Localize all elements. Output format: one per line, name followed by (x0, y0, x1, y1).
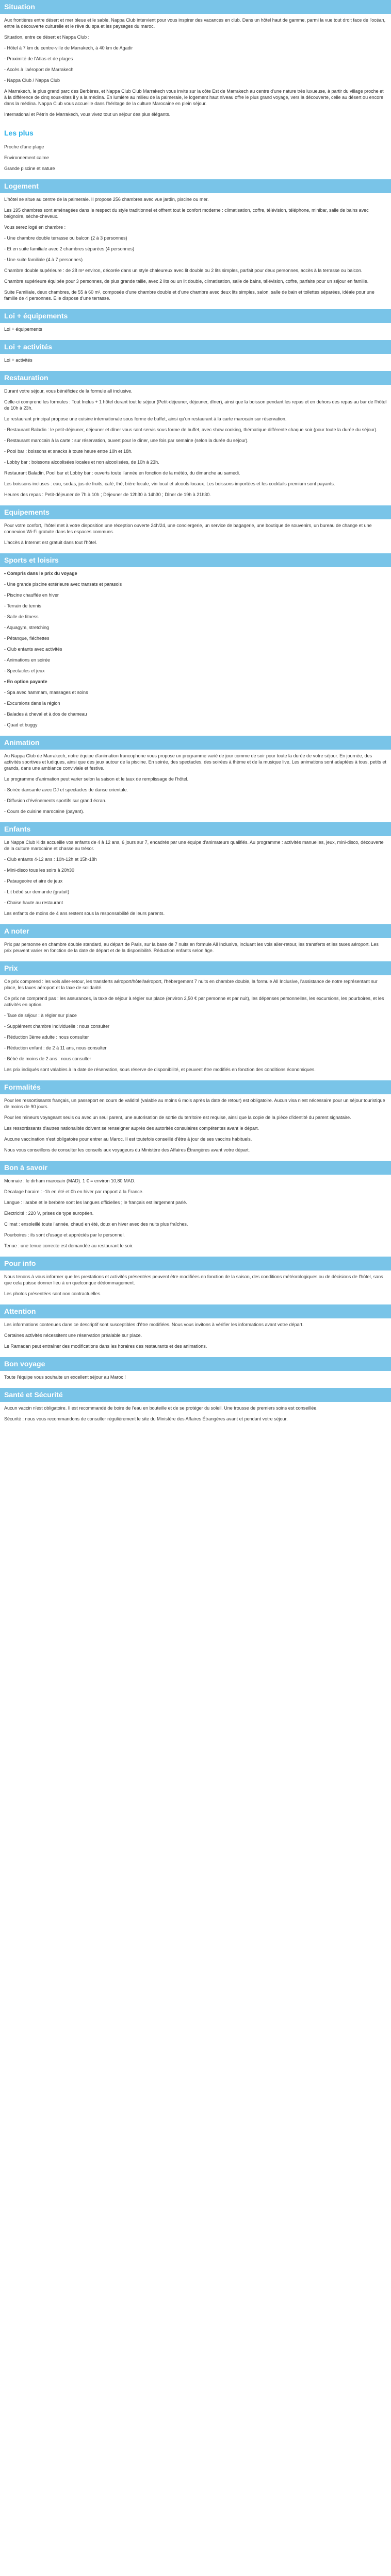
list-item: - Taxe de séjour : à régler sur place (4, 1013, 77, 1018)
info-block (0, 1175, 391, 1257)
formalites-block (0, 1094, 391, 1161)
paragraph: Loi + équipements (4, 327, 42, 332)
activites-block (0, 354, 391, 371)
list-item: Monnaie : le dirham marocain (MAD). 1 € = environ 10,80 MAD. (4, 1178, 136, 1183)
list-item: - Soirée dansante avec DJ et spectacles de danse orientale. (4, 787, 128, 792)
list-item: - Une chambre double terrasse ou balcon (2 à 3 personnes) (4, 235, 127, 241)
list-item: Climat : ensoleillé toute l'année, chaud en été, doux en hiver avec des nuits plus fraîches. (4, 1222, 188, 1227)
subsection-title: Les plus (4, 129, 34, 137)
paragraph: Ce prix comprend : les vols aller-retour, les transferts aéroport/hôtel/aéroport, l'hébergement 7 nuits en chambre double, la formule All Inclusive, l'assistance de notre représentant sur place, les taxes aéroport et la taxe de solidarité. (4, 979, 378, 990)
paragraph: Restaurant Baladin, Pool bar et Lobby bar : ouverts toute l'année en fonction de la météo, du dimanche au samedi. (4, 470, 240, 476)
paragraph: Le Ramadan peut entraîner des modifications dans les horaires des restaurants et des animations. (4, 1344, 207, 1349)
list-item: Décalage horaire : -1h en été et 0h en hiver par rapport à la France. (4, 1189, 144, 1194)
section-title: Loi + activités (0, 340, 391, 354)
paragraph: Le Nappa Club Kids accueille vos enfants de 4 à 12 ans, 6 jours sur 7, encadrés par une équipe d'animateurs qualifiés. Au programme : activités manuelles, jeux, mini-disco, découverte de la culture marocaine et chasse au trésor. (4, 840, 384, 851)
paragraph: Aux frontières entre désert et mer bleue et le sable, Nappa Club intervient pour vous inspirer des vacances en club. Dans un hôtel haut de gamme, parmi la vue tout droit face de l'océan, entre la découverte culturelle et le rêve du spa et les paysages du maroc. (4, 18, 386, 29)
list-item: Grande piscine et nature (4, 166, 55, 171)
list-item: Proche d'une plage (4, 144, 44, 149)
list-item: - Une suite familiale (4 à 7 personnes) (4, 257, 83, 262)
paragraph: Les ressortissants d'autres nationalités doivent se renseigner auprès des autorités consulaires compétentes avant le départ. (4, 1126, 259, 1131)
lieu-block (0, 141, 391, 179)
list-item: - Spa avec hammam, massages et soins (4, 690, 88, 695)
list-item: Pourboires : ils sont d'usage et appréciés par le personnel. (4, 1232, 125, 1238)
paragraph: Pour votre confort, l'hôtel met à votre disposition une réception ouverte 24h/24, une conciergerie, un service de bagagerie, une boutique de souvenirs, un bureau de change et une connexion Wi-Fi gratuite dans les espaces communs. (4, 523, 372, 534)
paragraph: International et Pétrin de Marrakech, vous vivez tout un séjour des plus élégants. (4, 112, 171, 117)
bonvoyage-block (0, 1371, 391, 1388)
section-title: Formalités (0, 1080, 391, 1094)
section-title: Enfants (0, 822, 391, 836)
list-item: - Chaise haute au restaurant (4, 900, 63, 905)
list-item: - Une grande piscine extérieure avec transats et parasols (4, 582, 122, 587)
list-item: - Réduction enfant : de 2 à 11 ans, nous consulter (4, 1045, 107, 1050)
list-item: - Nappa Club / Nappa Club (4, 78, 60, 83)
paragraph: A Marrakech, le plus grand parc des Berbères, et Nappa Club Club Marrakech vous invite sur la côte Est de Marrakech au centre d'une nature très luxueuse, à partir du village proche et à la différence de cinq sous-sites il y a la médina. En lumière au milieu de la palmeraie, le logement haut niveau offre le plus grand voyage, vers la découverte, celle au désert ou encore dans la médina. Nappa Club vous accueille dans l'héritage de la culture Marocaine en plein séjour. (4, 89, 384, 106)
section-title: Equipements (0, 505, 391, 519)
section-title: A noter (0, 924, 391, 938)
list-item: - Excursions dans la région (4, 701, 60, 706)
list-item: Langue : l'arabe et le berbère sont les langues officielles ; le français est largement parlé. (4, 1200, 187, 1205)
list-item: - Diffusion d'événements sportifs sur grand écran. (4, 798, 107, 803)
paragraph: Les photos présentées sont non contractuelles. (4, 1291, 102, 1296)
subheading: • Compris dans le prix du voyage (4, 571, 77, 576)
section-title: Pour info (0, 1257, 391, 1270)
equipements-block (0, 519, 391, 553)
list-item: - Balades à cheval et à dos de chameau (4, 711, 87, 717)
situation-block (0, 14, 391, 125)
list-item: - Spectacles et jeux (4, 668, 45, 673)
paragraph: Nous tenons à vous informer que les prestations et activités présentées peuvent être modifiées en fonction de la saison, des conditions météorologiques ou de décisions de l'hôtel, sans que cela puisse donner lieu à un quelconque dédommagement. (4, 1274, 383, 1285)
section-title: Loi + équipements (0, 309, 391, 323)
section-title: Prix (0, 961, 391, 975)
paragraph: Les prix indiqués sont valables à la date de réservation, sous réserve de disponibilité, et peuvent être modifiés en fonction des conditions économiques. (4, 1067, 316, 1072)
list-item: - Réduction 3ème adulte : nous consulter (4, 1035, 89, 1040)
paragraph: L'accès à Internet est gratuit dans tout l'hôtel. (4, 540, 97, 545)
list-item: - Cours de cuisine marocaine (payant). (4, 809, 85, 814)
list-item: - Bébé de moins de 2 ans : nous consulter (4, 1056, 91, 1061)
list-item: - Lobby bar : boissons alcoolisées locales et non alcoolisées, de 10h à 23h. (4, 460, 159, 465)
paragraph: Les 195 chambres sont aménagées dans le respect du style traditionnel et offrent tout le confort moderne : climatisation, coffre, télévision, téléphone, minibar, salle de bains avec baignoire, sèche-cheveux. (4, 208, 369, 219)
paragraph: Nous vous conseillons de consulter les conseils aux voyageurs du Ministère des Affaires Étrangères avant votre départ. (4, 1147, 250, 1153)
list-item: - Pool bar : boissons et snacks à toute heure entre 10h et 18h. (4, 449, 133, 454)
paragraph: Pour les ressortissants français, un passeport en cours de validité (valable au moins 6 mois après la date de retour) est obligatoire. Aucun visa n'est nécessaire pour un séjour touristique de moins de 90 jours. (4, 1098, 385, 1109)
paragraph: Le programme d'animation peut varier selon la saison et le taux de remplissage de l'hôtel. (4, 776, 189, 782)
list-item: - Piscine chauffée en hiver (4, 592, 59, 598)
section-title: Attention (0, 1304, 391, 1318)
section-title: Bon voyage (0, 1357, 391, 1371)
paragraph: - Restaurant Baladin : le petit-déjeuner, déjeuner et dîner vous sont servis sous forme de buffet, avec show cooking, thématique différente chaque soir (pour toute la durée du séjour). (4, 427, 378, 432)
paragraph: Les informations contenues dans ce descriptif sont susceptibles d'être modifiées. Nous vous invitons à vérifier les informations avant votre départ. (4, 1322, 304, 1327)
list-item: - Quad et buggy (4, 722, 38, 727)
logement-block (0, 193, 391, 309)
restauration-block (0, 385, 391, 505)
list-item: - Hôtel à 7 km du centre-ville de Marrakech, à 40 km de Agadir (4, 45, 133, 50)
subheading: • En option payante (4, 679, 47, 684)
list-item: - Salle de fitness (4, 614, 39, 619)
sante-block (0, 1402, 391, 1430)
paragraph: Chambre supérieure équipée pour 3 personnes, de plus grande taille, avec 2 lits ou un lit double, climatisation, salle de bains, télévision, coffre, parfaite pour un séjour en famille. (4, 279, 369, 284)
paragraph: Certaines activités nécessitent une réservation préalable sur place. (4, 1333, 142, 1338)
list-item: - Et en suite familiale avec 2 chambres séparées (4 personnes) (4, 246, 135, 251)
paragraph: Suite Familiale, deux chambres, de 55 à 60 m², composée d'une chambre double et d'une chambre avec deux lits simples, salon, salle de bain et toilettes séparées, idéale pour une famille de 4 personnes. Elle dispose d'une terrasse. (4, 290, 374, 301)
list-item: - Aquagym, stretching (4, 625, 50, 630)
list-item: - Lit bébé sur demande (gratuit) (4, 889, 70, 894)
list-item: - Proximité de l'Atlas et de plages (4, 56, 73, 61)
section-title: Santé et Sécurité (0, 1388, 391, 1402)
paragraph: Aucun vaccin n'est obligatoire. Il est recommandé de boire de l'eau en bouteille et de se protéger du soleil. Une trousse de premiers soins est conseillée. (4, 1405, 318, 1411)
paragraph: L'hôtel se situe au centre de la palmeraie. Il propose 256 chambres avec vue jardin, piscine ou mer. (4, 197, 209, 202)
paragraph: Durant votre séjour, vous bénéficiez de la formule all inclusive. (4, 388, 133, 394)
list-item: Environnement calme (4, 155, 50, 160)
section-title: Logement (0, 179, 391, 193)
animation-block (0, 750, 391, 822)
list-item: - Mini-disco tous les soirs à 20h30 (4, 868, 75, 873)
list-item: - Pétanque, fléchettes (4, 636, 50, 641)
section-title: Sports et loisirs (0, 553, 391, 567)
list-item: - Terrain de tennis (4, 603, 41, 608)
sports-block (0, 567, 391, 736)
paragraph: Celle-ci comprend les formules : Tout Inclus + 1 hôtel durant tout le séjour (Petit-déjeuner, déjeuner, dîner), ainsi que la boisson pendant les repas et en dehors des repas au bar de l'hôtel de 10h à 23h. (4, 399, 387, 411)
list-item: - Animations en soirée (4, 657, 51, 663)
paragraph: Le restaurant principal propose une cuisine internationale sous forme de buffet, ainsi qu'un restaurant à la carte marocain sur réservation. (4, 416, 287, 421)
list-item: - Accès à l'aéroport de Marrakech (4, 67, 74, 72)
list-item: - Club enfants avec activités (4, 647, 62, 652)
section-title: Bon à savoir (0, 1161, 391, 1175)
anoter-block (0, 938, 391, 961)
paragraph: Heures des repas : Petit-déjeuner de 7h à 10h ; Déjeuner de 12h30 à 14h30 ; Dîner de 19h à 21h30. (4, 492, 211, 497)
paragraph: Vous serez logé en chambre : (4, 225, 66, 230)
list-item: - Club enfants 4-12 ans : 10h-12h et 15h-18h (4, 857, 97, 862)
list-item: - Pataugeoire et aire de jeux (4, 878, 63, 884)
enfants-block (0, 836, 391, 924)
prix-block (0, 975, 391, 1080)
pdv-block (0, 1270, 391, 1304)
attention-block (0, 1318, 391, 1357)
paragraph: Sécurité : nous vous recommandons de consulter régulièrement le site du Ministère des Affaires Étrangères avant et pendant votre séjour. (4, 1416, 288, 1421)
loisirs-block (0, 323, 391, 340)
paragraph: Toute l'équipe vous souhaite un excellent séjour au Maroc ! (4, 1375, 126, 1380)
paragraph: Ce prix ne comprend pas : les assurances, la taxe de séjour à régler sur place (environ 2,50 € par personne et par nuit), les dépenses personnelles, les excursions, les pourboires, et les activités en option. (4, 996, 384, 1007)
paragraph: Prix par personne en chambre double standard, au départ de Paris, sur la base de 7 nuits en formule All Inclusive, incluant les vols aller-retour, les transferts et les taxes aéroport. Les prix peuvent varier en fonction de la date de départ et de la disponibilité. Réduction enfants selon âge. (4, 942, 379, 953)
paragraph: Situation, entre ce désert et Nappa Club : (4, 35, 90, 40)
section-title: Animation (0, 736, 391, 750)
list-item: - Supplément chambre individuelle : nous consulter (4, 1024, 110, 1029)
paragraph: Au Nappa Club de Marrakech, notre équipe d'animation francophone vous propose un programme varié de jour comme de soir pour toute la durée de votre séjour. En journée, des activités sportives et ludiques, ainsi que des jeux autour de la piscine. En soirée, des spectacles, des soirées à thème et de la musique live. Les animations sont adaptées à tous, petits et grands, dans une ambiance conviviale et festive. (4, 753, 386, 771)
section-title: Situation (0, 0, 391, 14)
paragraph: Les enfants de moins de 4 ans restent sous la responsabilité de leurs parents. (4, 911, 165, 916)
paragraph: Pour les mineurs voyageant seuls ou avec un seul parent, une autorisation de sortie du territoire est requise, ainsi que la copie de la pièce d'identité du parent signataire. (4, 1115, 351, 1120)
paragraph: - Restaurant marocain à la carte : sur réservation, ouvert pour le dîner, une fois par semaine (selon la durée du séjour). (4, 438, 249, 443)
paragraph: Chambre double supérieure : de 28 m² environ, décorée dans un style chaleureux avec lit double ou 2 lits simples, parfait pour deux personnes, accès à la terrasse ou balcon. (4, 268, 363, 273)
list-item: Électricité : 220 V, prises de type européen. (4, 1211, 94, 1216)
paragraph: Aucune vaccination n'est obligatoire pour entrer au Maroc. Il est toutefois conseillé d'être à jour de ses vaccins habituels. (4, 1137, 252, 1142)
paragraph: Les boissons incluses : eau, sodas, jus de fruits, café, thé, bière locale, vin local et alcools locaux. Les boissons importées et les cocktails premium sont payants. (4, 481, 335, 486)
paragraph: Loi + activités (4, 358, 32, 363)
section-title: Restauration (0, 371, 391, 385)
list-item: Tenue : une tenue correcte est demandée au restaurant le soir. (4, 1243, 134, 1248)
